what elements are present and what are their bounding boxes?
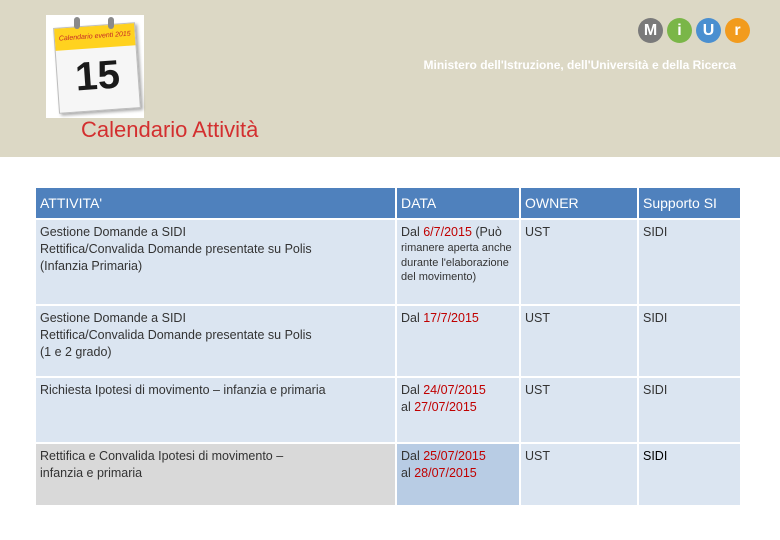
header-banner [0,0,780,157]
date-prefix: al [401,466,415,480]
table-row [36,378,740,442]
activity-line: infanzia e primaria [40,466,143,480]
column-header-date: DATA [397,188,519,218]
calendar-ring-icon [108,17,114,29]
date-cell [397,220,519,304]
activity-line: (1 e 2 grado) [40,345,112,359]
activity-cell [36,378,395,442]
date-prefix: Dal [401,225,424,239]
date-value: 17/7/2015 [423,311,479,325]
activity-line: Rettifica/Convalida Domande presentate su Polis [40,328,312,342]
owner-cell: UST [521,444,637,505]
date-prefix: al [401,400,415,414]
calendar-header-text: Calendario eventi 2015 [54,23,135,51]
date-value: 24/07/2015 [423,383,486,397]
page-title: Calendario Attività [81,117,259,142]
date-value: 6/7/2015 [423,225,472,239]
activity-line: Gestione Domande a SIDI [40,225,186,239]
table-row [36,306,740,376]
activity-line: Rettifica e Convalida Ipotesi di movimento – [40,449,284,463]
activity-line: Rettifica/Convalida Domande presentate su Polis [40,242,312,256]
date-value: 27/07/2015 [414,400,477,414]
date-cell [397,378,519,442]
support-cell: SIDI [639,220,740,304]
calendar-day: 15 [73,52,122,100]
table-header-row [36,188,740,218]
date-value: 28/07/2015 [414,466,477,480]
date-note: rimanere aperta anche durante l'elaborazione del movimento) [401,242,512,283]
column-header-activity: ATTIVITA' [36,188,395,218]
support-cell: SIDI [639,444,740,505]
logo-letter-r: r [725,18,750,43]
logo-letter-u: U [696,18,721,43]
calendar-page [53,22,141,114]
table-row [36,220,740,304]
activity-line: Gestione Domande a SIDI [40,311,186,325]
logo-letter-i: i [667,18,692,43]
miur-logo [638,18,750,48]
calendar-icon [46,15,144,118]
activity-cell [36,220,395,304]
date-suffix: (Può [471,225,502,239]
date-prefix: Dal [401,383,424,397]
owner-cell: UST [521,306,637,376]
date-cell [397,444,519,505]
date-prefix: Dal [401,311,424,325]
support-cell: SIDI [639,306,740,376]
activities-table [34,186,742,507]
ministry-name: Ministero dell'Istruzione, dell'Università e della Ricerca [423,58,736,72]
table-row [36,444,740,505]
activity-cell [36,306,395,376]
owner-cell: UST [521,220,637,304]
activity-cell [36,444,395,505]
column-header-owner: OWNER [521,188,637,218]
date-value: 25/07/2015 [423,449,486,463]
support-cell: SIDI [639,378,740,442]
owner-cell: UST [521,378,637,442]
activity-line: Richiesta Ipotesi di movimento – infanzia e primaria [40,383,326,397]
activity-line: (Infanzia Primaria) [40,259,143,273]
calendar-ring-icon [74,17,80,29]
date-prefix: Dal [401,449,424,463]
date-cell [397,306,519,376]
logo-letter-m: M [638,18,663,43]
column-header-support: Supporto SI [639,188,740,218]
